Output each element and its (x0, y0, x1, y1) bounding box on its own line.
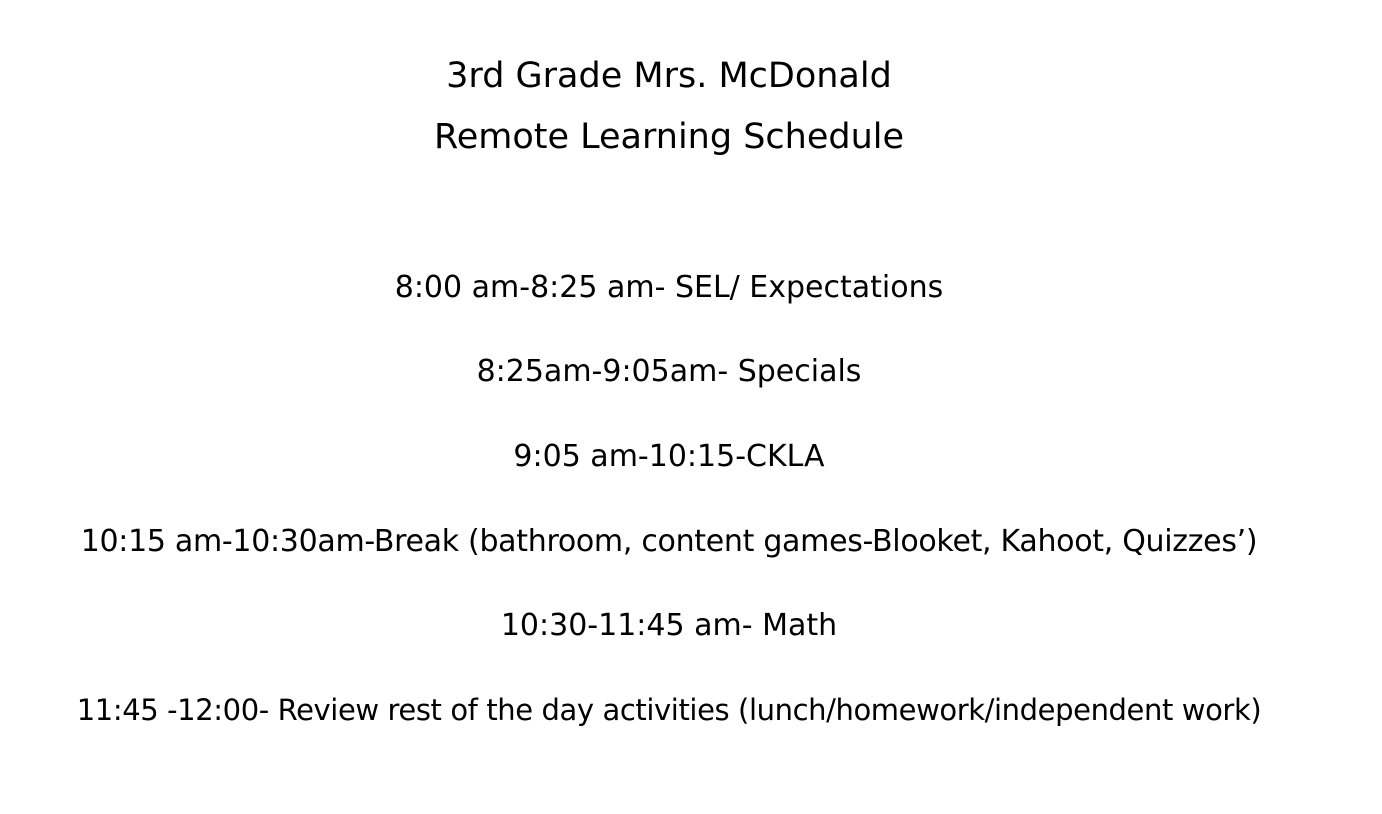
document-subtitle: Remote Learning Schedule (433, 117, 905, 157)
schedule-item-break: 10:15 am-10:30am-Break (bathroom, content games-Blooket, Kahoot, Quizzes’) (80, 524, 1258, 559)
document-title: 3rd Grade Mrs. McDonald (446, 56, 892, 96)
schedule-item-ckla: 9:05 am-10:15-CKLA (513, 439, 825, 474)
schedule-item-specials: 8:25am-9:05am- Specials (476, 354, 862, 389)
schedule-item-math: 10:30-11:45 am- Math (500, 608, 838, 643)
schedule-item-review: 11:45 -12:00- Review rest of the day activities (lunch/homework/independent work) (76, 693, 1262, 727)
schedule-item-sel: 8:00 am-8:25 am- SEL/ Expectations (394, 270, 944, 305)
